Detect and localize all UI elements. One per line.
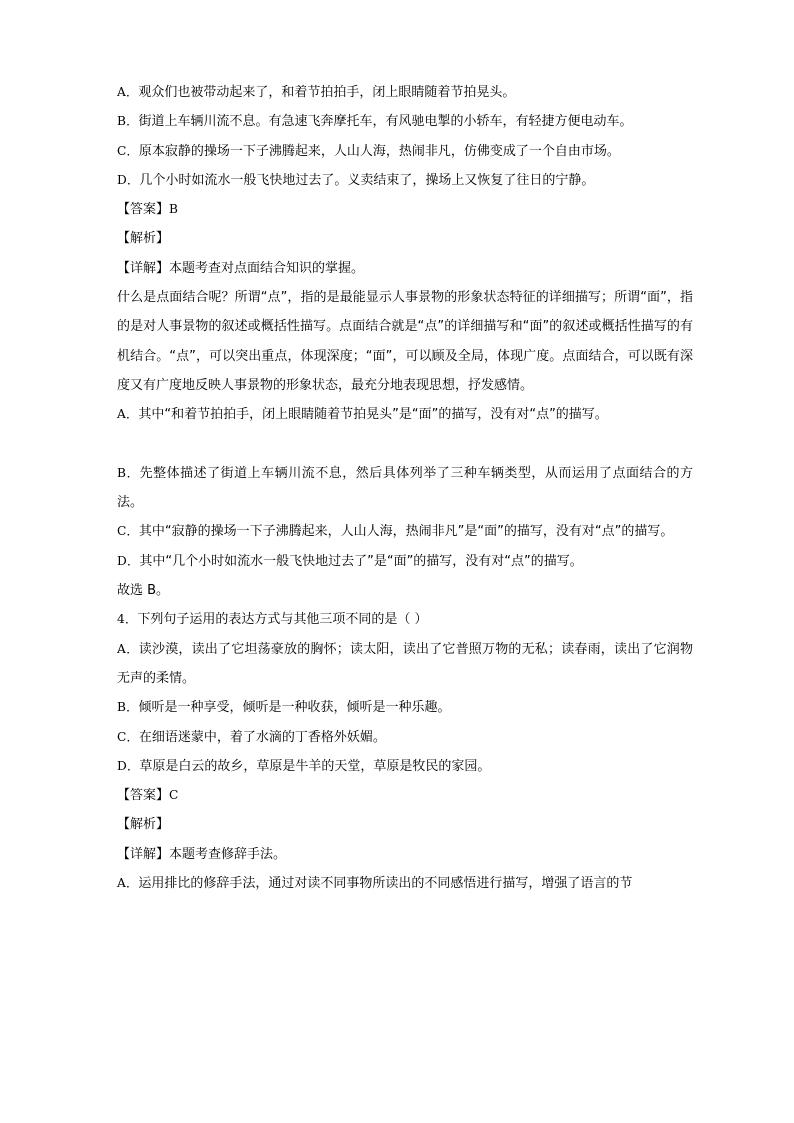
q3-analysis-c-label: C． <box>117 524 139 539</box>
q3-option-a-text: 观众们也被带动起来了，和着节拍拍手，闭上眼睛随着节拍晃头。 <box>138 85 516 100</box>
q3-answer-line <box>117 195 693 224</box>
q3-analysis-d <box>117 547 693 576</box>
q4-answer-line <box>117 781 693 810</box>
q4-analysis-tag: 【解析】 <box>117 817 170 833</box>
q4-detail-line <box>117 840 693 869</box>
q3-analysis-tag-line <box>117 224 693 253</box>
q3-analysis-a-label: A． <box>117 407 139 422</box>
q4-option-a <box>117 635 693 694</box>
q3-option-b <box>117 107 693 136</box>
q4-option-a-text: 读沙漠，读出了它坦荡豪放的胸怀；读太阳，读出了它普照万物的无私；读春雨，读出了它润物无声的柔情。 <box>117 641 693 686</box>
q4-stem <box>117 605 693 634</box>
q4-option-d <box>117 752 693 781</box>
q3-option-b-text: 街道上车辆川流不息。有急速飞奔摩托车，有风驰电掣的小轿车，有轻捷方便电动车。 <box>138 114 633 130</box>
q4-option-c-text: 在细语迷蒙中，着了水滴的丁香格外妖媚。 <box>138 729 386 745</box>
q3-analysis-a <box>117 400 693 429</box>
q3-analysis-c-text: 其中“寂静的操场一下子沸腾起来，人山人海，热闹非凡”是“面”的描写，没有对“点”的描写。 <box>138 524 674 540</box>
q3-option-a <box>117 78 693 107</box>
q4-analysis-tag-line <box>117 810 693 839</box>
q3-analysis-a-text: 其中“和着节拍拍手，闭上眼睛随着节拍晃头”是“面”的描写，没有对“点”的描写。 <box>138 407 608 423</box>
q3-conclusion: 故选 B。 <box>117 583 170 599</box>
q3-option-c <box>117 137 693 166</box>
q4-stem-text: 下列句子运用的表达方式与其他三项不同的是（ ） <box>137 612 428 628</box>
q3-option-c-label: C． <box>117 143 139 158</box>
q3-answer-tag: 【答案】 <box>117 202 170 218</box>
q3-analysis-d-label: D． <box>117 553 140 568</box>
q3-analysis-b-label: B． <box>117 465 140 480</box>
q4-option-d-label: D． <box>117 758 140 773</box>
q3-analysis-tag: 【解析】 <box>117 231 170 247</box>
q3-body-paragraph: 什么是点面结合呢？所谓“点”，指的是最能显示人事景物的形象状态特征的详细描写；所谓“面”，指的是对人事景物的叙述或概括性描写。点面结合就是“点”的详细描写和“面”的叙述或概括性描写的有机结合。“点”，可以突出重点，体现深度；“面”，可以顾及全局，体现广度。点面结合，可以既有深度又有广度地反映人事景物的形象状态，最充分地表现思想，抒发感情。 <box>117 290 693 393</box>
page-content <box>117 78 693 898</box>
q4-option-b-text: 倾听是一种享受，倾听是一种收获，倾听是一种乐趣。 <box>138 700 451 716</box>
q4-option-c <box>117 723 693 752</box>
spacer-line <box>117 430 693 459</box>
q4-detail-tag: 【详解】 <box>117 846 170 862</box>
q4-analysis-a <box>117 869 693 898</box>
q3-analysis-d-text: 其中“几个小时如流水一般飞快地过去了”是“面”的描写，没有对“点”的描写。 <box>139 553 583 569</box>
q4-option-b <box>117 693 693 722</box>
q4-answer-tag: 【答案】 <box>117 788 170 804</box>
q3-option-d-label: D． <box>117 172 140 187</box>
q3-answer-value: B <box>169 202 178 217</box>
q3-option-d <box>117 166 693 195</box>
q4-answer-value: C <box>169 788 179 803</box>
q3-analysis-c <box>117 517 693 546</box>
q4-option-a-label: A． <box>117 641 139 656</box>
q3-analysis-b <box>117 459 693 518</box>
q3-analysis-b-text: 先整体描述了街道上车辆川流不息，然后具体列举了三种车辆类型，从而运用了点面结合的方法。 <box>117 465 693 511</box>
q4-analysis-a-text: 运用排比的修辞手法，通过对读不同事物所读出的不同感悟进行描写，增强了语言的节 <box>138 876 633 892</box>
q3-option-d-text: 几个小时如流水一般飞快地过去了。义卖结束了，操场上又恢复了往日的宁静。 <box>139 172 595 188</box>
q4-number: 4． <box>117 612 138 627</box>
q3-detail-text: 本题考查对点面结合知识的掌握。 <box>169 260 365 276</box>
q4-analysis-a-label: A． <box>117 876 139 891</box>
q4-option-d-text: 草原是白云的故乡，草原是牛羊的天堂，草原是牧民的家园。 <box>139 758 491 774</box>
q3-option-a-label: A． <box>117 85 139 99</box>
q3-detail-line <box>117 254 693 283</box>
q3-option-c-text: 原本寂静的操场一下子沸腾起来，人山人海，热闹非凡，仿佛变成了一个自由市场。 <box>138 143 620 159</box>
q4-detail-text: 本题考查修辞手法。 <box>169 846 287 862</box>
q4-option-b-label: B． <box>117 700 139 715</box>
q3-option-b-label: B． <box>117 114 139 129</box>
q4-option-c-label: C． <box>117 729 139 744</box>
q3-detail-tag: 【详解】 <box>117 260 170 276</box>
